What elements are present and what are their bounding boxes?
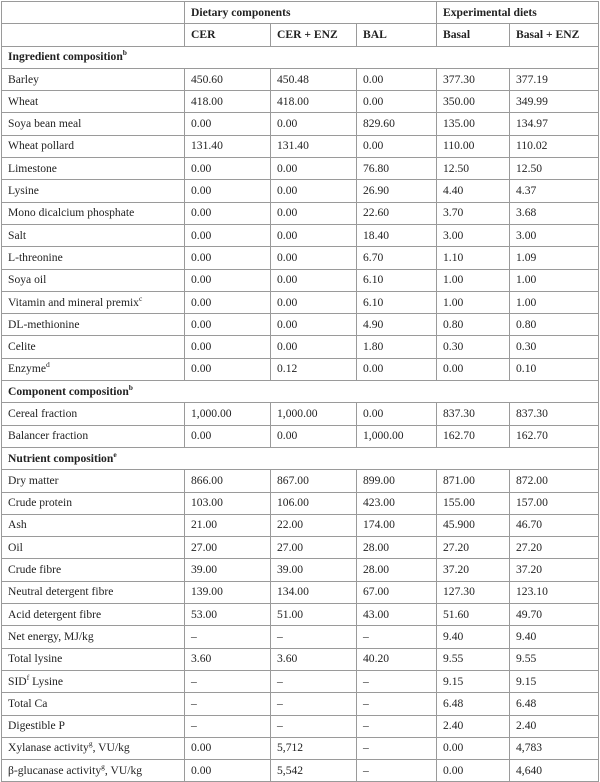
value-cell: 40.20 <box>357 648 437 670</box>
value-cell: 0.00 <box>185 336 271 358</box>
row-label <box>2 358 185 380</box>
section-title <box>2 447 599 469</box>
table-row <box>2 626 599 648</box>
row-label <box>2 626 185 648</box>
row-label <box>2 559 185 581</box>
row-label <box>2 470 185 492</box>
row-label <box>2 514 185 536</box>
value-cell: 872.00 <box>510 470 599 492</box>
value-cell: 0.00 <box>185 291 271 313</box>
value-cell: – <box>185 693 271 715</box>
footnote-marker: c <box>138 293 143 303</box>
section-title-text: Nutrient composition <box>8 451 114 465</box>
row-label-suffix: , VU/kg <box>92 741 130 755</box>
column-header: Basal <box>437 24 510 46</box>
value-cell: 349.99 <box>510 91 599 113</box>
row-label <box>2 202 185 224</box>
value-cell: 450.48 <box>271 68 357 90</box>
value-cell: 866.00 <box>185 470 271 492</box>
row-label <box>2 91 185 113</box>
row-label-text: Soya oil <box>8 273 47 287</box>
row-label-text: Vitamin and mineral premix <box>8 295 139 309</box>
column-header: Basal + ENZ <box>510 24 599 46</box>
row-label <box>2 648 185 670</box>
value-cell: 0.00 <box>437 737 510 759</box>
value-cell: 1.00 <box>510 291 599 313</box>
row-label-text: L-threonine <box>8 250 63 264</box>
row-label <box>2 224 185 246</box>
value-cell: 0.00 <box>271 425 357 447</box>
value-cell: 0.00 <box>271 113 357 135</box>
value-cell: 127.30 <box>437 581 510 603</box>
footnote-marker: d <box>46 360 50 370</box>
row-label-text: Acid detergent fibre <box>8 607 102 621</box>
table-row <box>2 113 599 135</box>
table-row <box>2 670 599 692</box>
table-row <box>2 492 599 514</box>
section-header-row <box>2 381 599 403</box>
row-label-text: Salt <box>8 228 27 242</box>
value-cell: 0.00 <box>271 314 357 336</box>
row-label-text: Net energy, MJ/kg <box>8 629 94 643</box>
column-header: CER <box>185 24 271 46</box>
value-cell: 6.10 <box>357 291 437 313</box>
value-cell: 5,542 <box>271 760 357 782</box>
value-cell: 155.00 <box>437 492 510 514</box>
value-cell: 131.40 <box>185 135 271 157</box>
table-row <box>2 581 599 603</box>
row-label-text: Oil <box>8 540 23 554</box>
value-cell: 9.15 <box>510 670 599 692</box>
row-label-text: Mono dicalcium phosphate <box>8 206 135 220</box>
value-cell: 0.30 <box>437 336 510 358</box>
table-row <box>2 715 599 737</box>
value-cell: 3.68 <box>510 202 599 224</box>
value-cell: 418.00 <box>271 91 357 113</box>
value-cell: 899.00 <box>357 470 437 492</box>
header-blank <box>2 24 185 46</box>
value-cell: 350.00 <box>437 91 510 113</box>
value-cell: 0.00 <box>271 336 357 358</box>
value-cell: 1.00 <box>510 269 599 291</box>
value-cell: 377.19 <box>510 68 599 90</box>
value-cell: 377.30 <box>437 68 510 90</box>
value-cell: 37.20 <box>437 559 510 581</box>
value-cell: 139.00 <box>185 581 271 603</box>
value-cell: 37.20 <box>510 559 599 581</box>
value-cell: 39.00 <box>271 559 357 581</box>
row-label-text: Total Ca <box>8 696 48 710</box>
value-cell: – <box>185 670 271 692</box>
row-label-text: Dry matter <box>8 473 59 487</box>
value-cell: 18.40 <box>357 224 437 246</box>
value-cell: 27.00 <box>271 537 357 559</box>
header-dietary-components: Dietary components <box>185 2 437 24</box>
value-cell: – <box>357 670 437 692</box>
value-cell: 157.00 <box>510 492 599 514</box>
section-title <box>2 381 599 403</box>
value-cell: – <box>271 626 357 648</box>
row-label-text: Soya bean meal <box>8 117 82 131</box>
value-cell: 49.70 <box>510 604 599 626</box>
table-row <box>2 91 599 113</box>
table-row <box>2 224 599 246</box>
value-cell: 110.02 <box>510 135 599 157</box>
table-row <box>2 693 599 715</box>
value-cell: 106.00 <box>271 492 357 514</box>
row-label <box>2 180 185 202</box>
value-cell: 12.50 <box>437 158 510 180</box>
row-label <box>2 68 185 90</box>
value-cell: 418.00 <box>185 91 271 113</box>
value-cell: 0.00 <box>185 224 271 246</box>
table-row <box>2 158 599 180</box>
value-cell: 2.40 <box>437 715 510 737</box>
table-body <box>2 46 599 782</box>
value-cell: 0.10 <box>510 358 599 380</box>
value-cell: 0.00 <box>185 158 271 180</box>
value-cell: 0.00 <box>185 358 271 380</box>
row-label-text: Crude fibre <box>8 563 62 577</box>
value-cell: 67.00 <box>357 581 437 603</box>
value-cell: 4.37 <box>510 180 599 202</box>
value-cell: 0.00 <box>185 113 271 135</box>
value-cell: 423.00 <box>357 492 437 514</box>
value-cell: 0.00 <box>357 135 437 157</box>
value-cell: 0.00 <box>271 269 357 291</box>
value-cell: 28.00 <box>357 537 437 559</box>
row-label <box>2 135 185 157</box>
section-header-row <box>2 46 599 68</box>
value-cell: 22.60 <box>357 202 437 224</box>
value-cell: 4,640 <box>510 760 599 782</box>
value-cell: 0.00 <box>185 760 271 782</box>
value-cell: 1,000.00 <box>357 425 437 447</box>
value-cell: – <box>357 715 437 737</box>
row-label <box>2 715 185 737</box>
row-label <box>2 537 185 559</box>
row-label <box>2 581 185 603</box>
value-cell: 1.10 <box>437 247 510 269</box>
table-row <box>2 314 599 336</box>
value-cell: 0.00 <box>271 291 357 313</box>
row-label <box>2 425 185 447</box>
value-cell: 0.80 <box>510 314 599 336</box>
value-cell: 135.00 <box>437 113 510 135</box>
table-row <box>2 760 599 782</box>
value-cell: 51.00 <box>271 604 357 626</box>
value-cell: 3.60 <box>271 648 357 670</box>
section-title-text: Component composition <box>8 384 129 398</box>
row-label <box>2 604 185 626</box>
row-label-text: Celite <box>8 340 36 354</box>
value-cell: 0.00 <box>271 224 357 246</box>
value-cell: 1.00 <box>437 291 510 313</box>
value-cell: 3.00 <box>437 224 510 246</box>
value-cell: 0.00 <box>271 247 357 269</box>
row-label <box>2 760 185 782</box>
value-cell: 9.40 <box>437 626 510 648</box>
value-cell: 9.55 <box>510 648 599 670</box>
row-label <box>2 113 185 135</box>
row-label-text: Cereal fraction <box>8 406 78 420</box>
value-cell: 0.00 <box>437 760 510 782</box>
header-experimental-diets: Experimental diets <box>437 2 599 24</box>
diet-composition-table <box>1 1 599 782</box>
value-cell: 1,000.00 <box>271 403 357 425</box>
value-cell: – <box>271 670 357 692</box>
row-label-text: Xylanase activity <box>8 741 89 755</box>
value-cell: 174.00 <box>357 514 437 536</box>
value-cell: 3.60 <box>185 648 271 670</box>
value-cell: 9.15 <box>437 670 510 692</box>
row-label-text: Barley <box>8 72 39 86</box>
value-cell: 21.00 <box>185 514 271 536</box>
value-cell: 28.00 <box>357 559 437 581</box>
value-cell: 76.80 <box>357 158 437 180</box>
value-cell: 27.00 <box>185 537 271 559</box>
value-cell: 867.00 <box>271 470 357 492</box>
value-cell: 6.10 <box>357 269 437 291</box>
footnote-marker: b <box>128 382 133 392</box>
value-cell: – <box>357 626 437 648</box>
value-cell: 27.20 <box>437 537 510 559</box>
table-row <box>2 648 599 670</box>
row-label-text: Lysine <box>8 184 39 198</box>
row-label <box>2 670 185 692</box>
table-row <box>2 403 599 425</box>
footnote-marker: f <box>26 672 30 682</box>
row-label <box>2 269 185 291</box>
value-cell: 6.70 <box>357 247 437 269</box>
table-row <box>2 425 599 447</box>
table-row <box>2 68 599 90</box>
value-cell: 134.97 <box>510 113 599 135</box>
table-row <box>2 247 599 269</box>
value-cell: 0.12 <box>271 358 357 380</box>
value-cell: 0.00 <box>185 425 271 447</box>
value-cell: 0.00 <box>185 737 271 759</box>
row-label-text: Total lysine <box>8 652 63 666</box>
footnote-marker: g <box>101 761 105 771</box>
value-cell: 3.00 <box>510 224 599 246</box>
table-row <box>2 537 599 559</box>
value-cell: 0.00 <box>185 180 271 202</box>
value-cell: – <box>357 737 437 759</box>
value-cell: 4,783 <box>510 737 599 759</box>
row-label <box>2 291 185 313</box>
section-header-row <box>2 447 599 469</box>
value-cell: 12.50 <box>510 158 599 180</box>
header-group-row <box>2 2 599 24</box>
row-label <box>2 336 185 358</box>
value-cell: 53.00 <box>185 604 271 626</box>
value-cell: 134.00 <box>271 581 357 603</box>
row-label-text: Balancer fraction <box>8 429 89 443</box>
value-cell: 46.70 <box>510 514 599 536</box>
value-cell: 0.00 <box>185 314 271 336</box>
value-cell: 871.00 <box>437 470 510 492</box>
section-title-text: Ingredient composition <box>8 50 123 64</box>
value-cell: 6.48 <box>510 693 599 715</box>
value-cell: 0.00 <box>437 358 510 380</box>
value-cell: 0.80 <box>437 314 510 336</box>
table-row <box>2 737 599 759</box>
value-cell: – <box>185 626 271 648</box>
value-cell: 0.00 <box>271 180 357 202</box>
value-cell: – <box>271 693 357 715</box>
value-cell: 4.40 <box>437 180 510 202</box>
value-cell: 450.60 <box>185 68 271 90</box>
row-label <box>2 403 185 425</box>
value-cell: 51.60 <box>437 604 510 626</box>
table-row <box>2 269 599 291</box>
row-label-text: Limestone <box>8 161 57 175</box>
row-label-text: Neutral detergent fibre <box>8 585 114 599</box>
table-row <box>2 202 599 224</box>
value-cell: 0.00 <box>185 247 271 269</box>
row-label-suffix: Lysine <box>29 674 64 688</box>
value-cell: 0.00 <box>357 358 437 380</box>
row-label-text: Wheat <box>8 94 39 108</box>
value-cell: 22.00 <box>271 514 357 536</box>
value-cell: 0.00 <box>271 158 357 180</box>
row-label-text: Digestible P <box>8 719 66 733</box>
value-cell: 27.20 <box>510 537 599 559</box>
row-label <box>2 693 185 715</box>
value-cell: 3.70 <box>437 202 510 224</box>
value-cell: 1.00 <box>437 269 510 291</box>
value-cell: 131.40 <box>271 135 357 157</box>
table-row <box>2 604 599 626</box>
value-cell: – <box>357 760 437 782</box>
value-cell: 837.30 <box>510 403 599 425</box>
value-cell: – <box>271 715 357 737</box>
value-cell: 4.90 <box>357 314 437 336</box>
value-cell: 6.48 <box>437 693 510 715</box>
value-cell: 5,712 <box>271 737 357 759</box>
footnote-marker: g <box>88 739 93 749</box>
table-row <box>2 514 599 536</box>
row-label-text: Ash <box>8 518 27 532</box>
row-label <box>2 158 185 180</box>
table-row <box>2 470 599 492</box>
table-row <box>2 291 599 313</box>
table-row <box>2 358 599 380</box>
header-columns-row <box>2 24 599 46</box>
footnote-marker: b <box>122 48 127 58</box>
section-title <box>2 46 599 68</box>
column-header: CER + ENZ <box>271 24 357 46</box>
value-cell: 1.80 <box>357 336 437 358</box>
table-row <box>2 180 599 202</box>
row-label <box>2 314 185 336</box>
value-cell: 9.55 <box>437 648 510 670</box>
value-cell: 39.00 <box>185 559 271 581</box>
value-cell: 0.00 <box>357 68 437 90</box>
column-header: BAL <box>357 24 437 46</box>
value-cell: 0.00 <box>185 269 271 291</box>
header-blank <box>2 2 185 24</box>
row-label <box>2 737 185 759</box>
value-cell: 123.10 <box>510 581 599 603</box>
value-cell: 0.00 <box>271 202 357 224</box>
row-label <box>2 247 185 269</box>
value-cell: 837.30 <box>437 403 510 425</box>
row-label-text: β-glucanase activity <box>8 763 102 777</box>
value-cell: 0.00 <box>185 202 271 224</box>
row-label-text: Wheat pollard <box>8 139 74 153</box>
table-row <box>2 336 599 358</box>
value-cell: 103.00 <box>185 492 271 514</box>
value-cell: 1,000.00 <box>185 403 271 425</box>
value-cell: 2.40 <box>510 715 599 737</box>
row-label-suffix: , VU/kg <box>104 763 143 777</box>
table-row <box>2 559 599 581</box>
value-cell: 43.00 <box>357 604 437 626</box>
footnote-marker: e <box>113 449 117 459</box>
value-cell: 26.90 <box>357 180 437 202</box>
value-cell: 110.00 <box>437 135 510 157</box>
row-label-text: Enzyme <box>8 362 46 376</box>
value-cell: 0.30 <box>510 336 599 358</box>
value-cell: 0.00 <box>357 403 437 425</box>
value-cell: 1.09 <box>510 247 599 269</box>
value-cell: – <box>185 715 271 737</box>
value-cell: 45.900 <box>437 514 510 536</box>
row-label <box>2 492 185 514</box>
value-cell: 0.00 <box>357 91 437 113</box>
value-cell: 162.70 <box>437 425 510 447</box>
value-cell: 162.70 <box>510 425 599 447</box>
value-cell: – <box>357 693 437 715</box>
row-label-text: Crude protein <box>8 496 73 510</box>
value-cell: 9.40 <box>510 626 599 648</box>
table-row <box>2 135 599 157</box>
value-cell: 829.60 <box>357 113 437 135</box>
row-label-text: DL-methionine <box>8 317 80 331</box>
row-label-text: SID <box>8 674 27 688</box>
